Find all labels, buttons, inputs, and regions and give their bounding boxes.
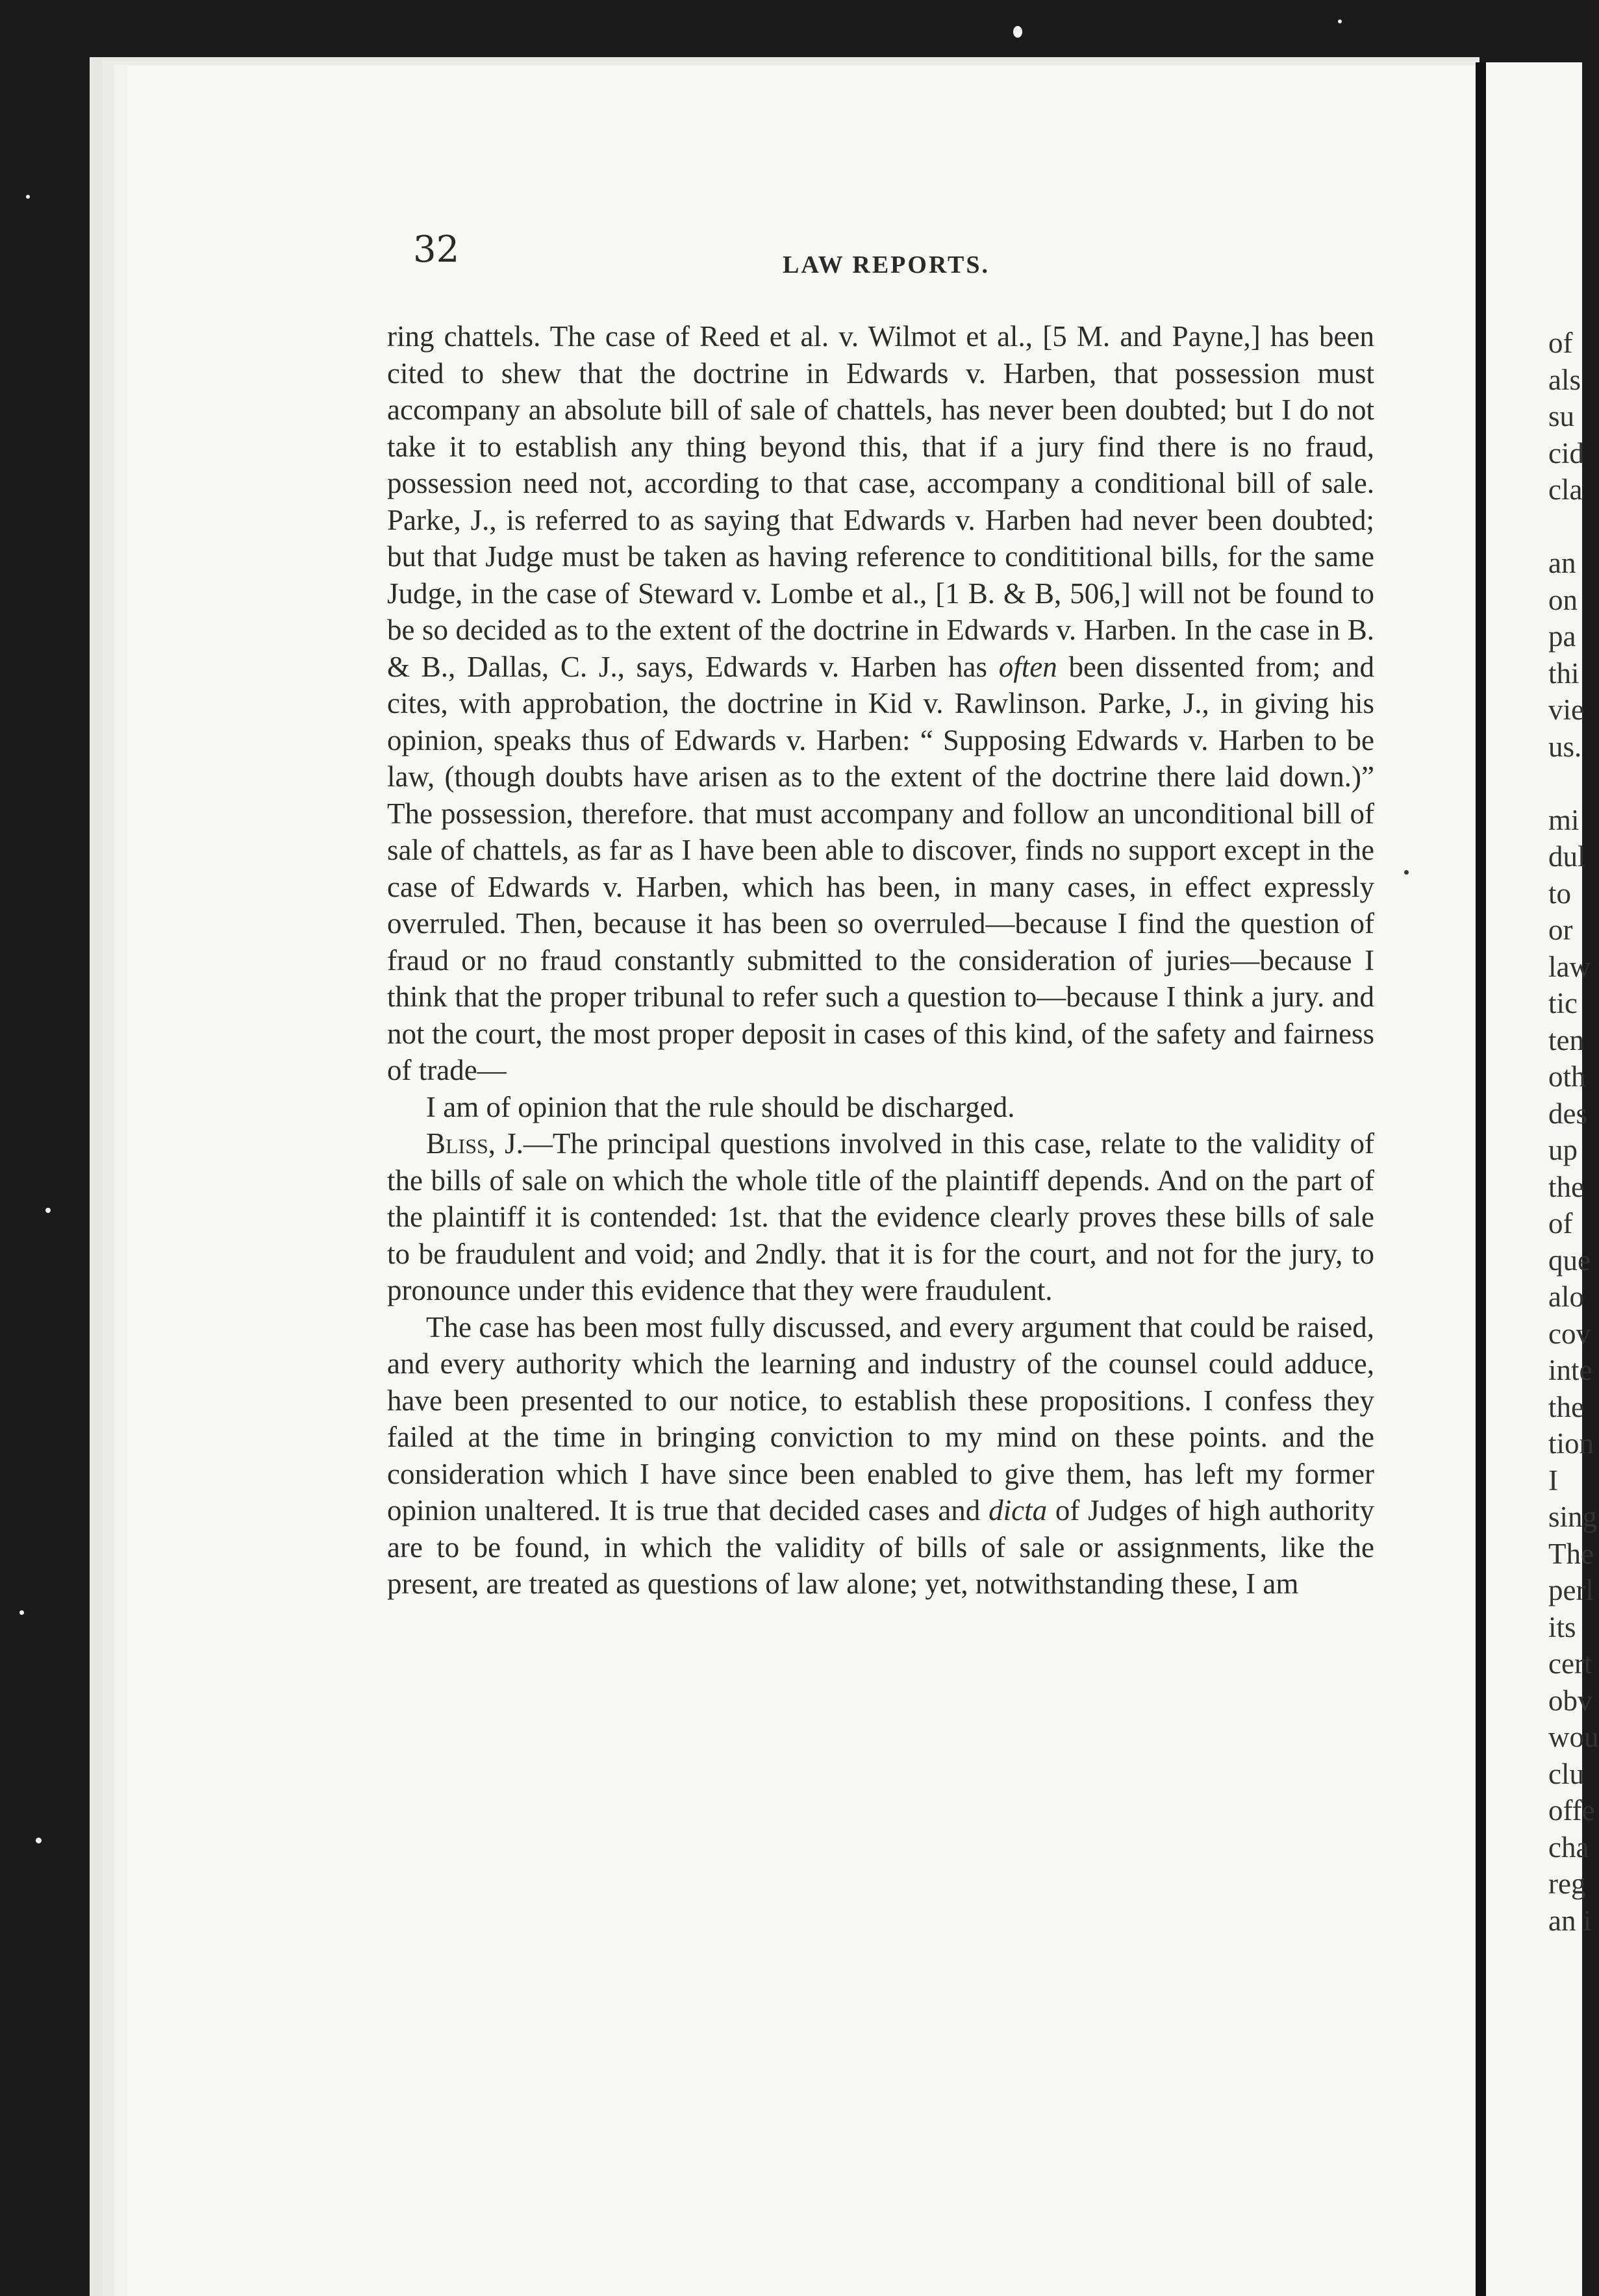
facing-page-line: perl — [1548, 1574, 1594, 1606]
facing-page-line: on — [1548, 583, 1578, 616]
italic-term: dicta — [988, 1494, 1048, 1527]
facing-page-line: cid — [1548, 436, 1584, 469]
facing-page-line: The — [1548, 1537, 1594, 1570]
facing-page-line: dul — [1548, 840, 1586, 873]
facing-page-line: su — [1548, 400, 1575, 432]
facing-page-line: or — [1548, 914, 1573, 946]
scan-speck — [26, 195, 30, 199]
facing-page-line: an i — [1548, 1904, 1592, 1937]
facing-page-line: the — [1548, 1170, 1584, 1203]
body-text — [387, 318, 1374, 1603]
facing-page-line: wou — [1548, 1721, 1599, 1753]
scan-speck — [1338, 19, 1342, 23]
facing-page-line: que — [1548, 1243, 1591, 1277]
facing-page-line: us. — [1548, 730, 1582, 763]
facing-page-line: to — [1548, 877, 1572, 910]
facing-page-line: the — [1548, 1390, 1584, 1423]
scan-speck — [45, 1208, 51, 1213]
facing-page-line: cha — [1548, 1830, 1589, 1864]
facing-page-edge — [1486, 62, 1599, 2296]
facing-page-line: obv — [1548, 1684, 1593, 1717]
paragraph-text: been dissented from; and cites, with approbation, the doctrine in Kid v. Rawlinson. Parke, J., in giving his opinion, speaks thus of Edwards v. Harben: “ Supposing Edwards v. Harben to be law, (though doubts have arisen as to the extent of the doctrine there laid down.)” The possession, therefore. that must accompany and follow an unconditional bill of sale of chattels, as far as I have been able to discover, finds no support except in the case of Edwards v. Harben, which has been, in many cases, in effect expressly overruled. Then, because it has been so overruled—because I find the question of fraud or no fraud constantly submitted to the consideration of juries—because I think that the proper tribunal to refer such a question to—because I think a jury. and not the court, the most proper deposit in cases of this kind, of the safety and fairness of trade— — [387, 650, 1375, 1086]
paragraph-p2 — [387, 1089, 1374, 1126]
facing-page-line: up — [1548, 1134, 1578, 1166]
facing-page-line: law — [1548, 950, 1591, 983]
page-number: 32 — [413, 229, 460, 271]
facing-page-line: an — [1548, 547, 1576, 579]
facing-page-line: cov — [1548, 1317, 1591, 1350]
paragraph-text: The case has been most fully discussed, and every argument that could be raised, and every authority which the learning and industry of the counsel could adduce, have been presented to our notice, to establish these propositions. I confess they failed at the time in bringing conviction to my mind on these points. and the consideration which I have since been enabled to give them, has left my former opinion unaltered. It is true that decided cases and — [387, 1310, 1374, 1527]
running-head: LAW REPORTS. — [783, 251, 990, 279]
scan-speck — [19, 1610, 24, 1615]
facing-page-line: tic — [1548, 987, 1578, 1019]
paragraph-p4 — [387, 1309, 1374, 1603]
judge-name: Bliss, J. — [426, 1127, 523, 1160]
italic-term: often — [998, 650, 1057, 683]
facing-page-line: alo — [1548, 1280, 1584, 1313]
paragraph-text: of Judges of high authority are to be found, in which the validity of bills of sale or assignments, like the present, are treated as questions of law alone; yet, notwithstanding these, I am — [387, 1494, 1375, 1600]
paragraph-p1 — [387, 318, 1374, 1089]
facing-page-line: sing — [1548, 1501, 1598, 1533]
facing-page-line: offe — [1548, 1794, 1595, 1827]
facing-page-line: pa — [1548, 620, 1576, 653]
facing-page-line: inte — [1548, 1354, 1593, 1386]
facing-page-line: thi — [1548, 656, 1580, 690]
facing-page-line: cert — [1548, 1647, 1593, 1680]
paragraph-p3 — [387, 1125, 1374, 1309]
facing-page-line: mi — [1548, 803, 1580, 836]
scan-speck — [1404, 870, 1409, 875]
paragraph-text: —The principal questions involved in this case, relate to the validity of the bills of sale on which the whole title of the plaintiff depends. And on the part of the plaintiff it is contended: 1st. that the evidence clearly proves these bills of sale to be fraudulent and void; and 2ndly. that it is for the court, and not for the jury, to pronounce under this evidence that they were fraudulent. — [387, 1127, 1374, 1306]
facing-page-line: vie — [1548, 693, 1584, 726]
facing-page-line: als — [1548, 363, 1581, 396]
book-gutter — [1476, 62, 1486, 2296]
facing-page-line: ten — [1548, 1023, 1584, 1056]
facing-page-line: oth — [1548, 1060, 1586, 1093]
scan-speck — [1013, 26, 1022, 38]
facing-page-line: I — [1548, 1464, 1558, 1497]
facing-page-line: of — [1548, 327, 1573, 359]
facing-page-line: its — [1548, 1610, 1576, 1643]
scan-speck — [36, 1838, 42, 1843]
facing-page-line: cla — [1548, 473, 1583, 506]
paragraph-text: ring chattels. The case of Reed et al. v. Wilmot et al., [5 M. and Payne,] has been cited to shew that the doctrine in Edwards v. Harben, that possession must accompany an absolute bill of sale of chattels, has never been doubted; but I do not take it to establish any thing beyond this, that if a jury find there is no fraud, possession need not, according to that case, accompany a conditional bill of sale. Parke, J., is referred to as saying that Edwards v. Harben had never been doubted; but that Judge must be taken as having reference to condititional bills, for the same Judge, in the case of Steward v. Lombe et al., [1 B. & B, 506,] will not be found to be so decided as to the extent of the doctrine in Edwards v. Harben. In the case in B. & B., Dallas, C. J., says, Edwards v. Harben has — [387, 320, 1374, 683]
facing-page-line: clu — [1548, 1757, 1584, 1790]
facing-page-line: des — [1548, 1097, 1587, 1130]
facing-page-line: reg — [1548, 1867, 1586, 1900]
facing-page-line: tion — [1548, 1427, 1594, 1460]
paragraph-text: I am of opinion that the rule should be discharged. — [426, 1090, 1015, 1123]
facing-page-line: of — [1548, 1207, 1573, 1240]
